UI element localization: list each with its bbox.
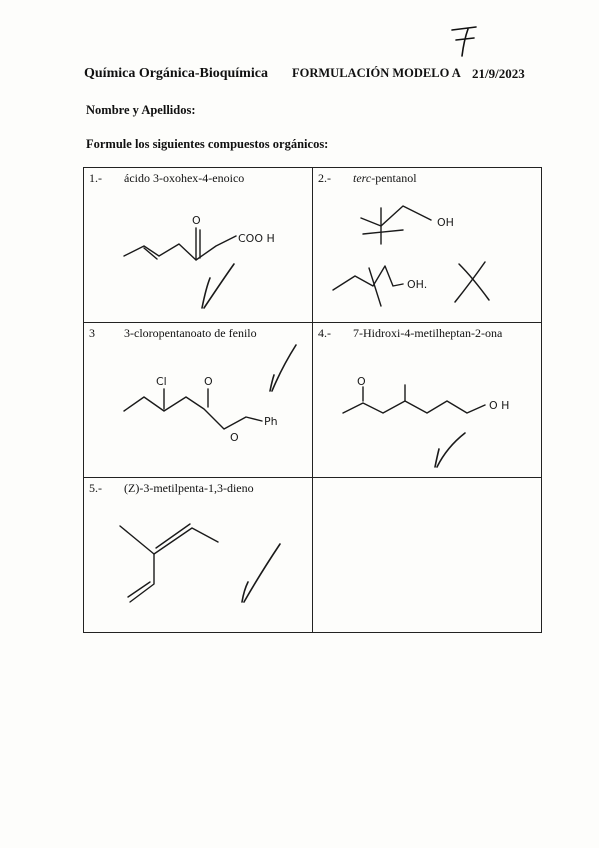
- check-mark: [435, 433, 465, 467]
- question-cell-empty: [313, 478, 542, 633]
- structure-drawing: [313, 168, 542, 323]
- question-number: 3: [89, 326, 95, 340]
- question-cell-4: [313, 323, 542, 478]
- structure-drawing: [84, 323, 313, 478]
- question-number: 1.-: [89, 171, 102, 185]
- structure-drawing: [84, 478, 313, 633]
- handwritten-page-number: [446, 22, 486, 62]
- compound-name: 3-cloropentanoato de fenilo: [124, 326, 257, 340]
- exam-model: FORMULACIÓN MODELO A: [292, 66, 461, 80]
- check-mark: [242, 544, 280, 602]
- name-label: Nombre y Apellidos:: [86, 103, 196, 117]
- question-cell-5: [84, 478, 313, 633]
- cross-mark: [455, 262, 489, 302]
- course-title: Química Orgánica-Bioquímica: [84, 66, 268, 81]
- question-number: 5.-: [89, 481, 102, 495]
- label-oh: OH: [437, 216, 454, 229]
- question-cell-3: [84, 323, 313, 478]
- label-cooh: COO H: [238, 232, 275, 245]
- instruction: Formule los siguientes compuestos orgánicos:: [86, 137, 329, 151]
- questions-grid: [83, 167, 542, 633]
- name-prefix: terc: [353, 171, 372, 185]
- question-number: 4.-: [318, 326, 331, 340]
- compound-name: ácido 3-oxohex-4-enoico: [124, 171, 245, 185]
- exam-date: 21/9/2023: [472, 66, 525, 81]
- label-chlorine: Cl: [156, 375, 167, 388]
- check-mark: [270, 345, 296, 391]
- label-oxygen-carbonyl: O: [204, 375, 213, 388]
- name-suffix: -pentanol: [371, 171, 417, 185]
- label-oxygen: O: [192, 214, 201, 227]
- question-cell-1: [84, 168, 313, 323]
- structure-drawing: [84, 168, 313, 323]
- question-number: 2.-: [318, 171, 331, 185]
- compound-name: (Z)-3-metilpenta-1,3-dieno: [124, 481, 254, 495]
- compound-name: 7-Hidroxi-4-metilheptan-2-ona: [353, 326, 503, 340]
- question-cell-2: [313, 168, 542, 323]
- label-oh-attempt: OH.: [407, 278, 428, 291]
- label-oxygen: O: [357, 375, 366, 388]
- label-oxygen-ester: O: [230, 431, 239, 444]
- label-oh: O H: [489, 399, 510, 412]
- label-phenyl: Ph: [264, 415, 278, 428]
- check-mark: [202, 264, 234, 308]
- structure-drawing: [313, 323, 542, 478]
